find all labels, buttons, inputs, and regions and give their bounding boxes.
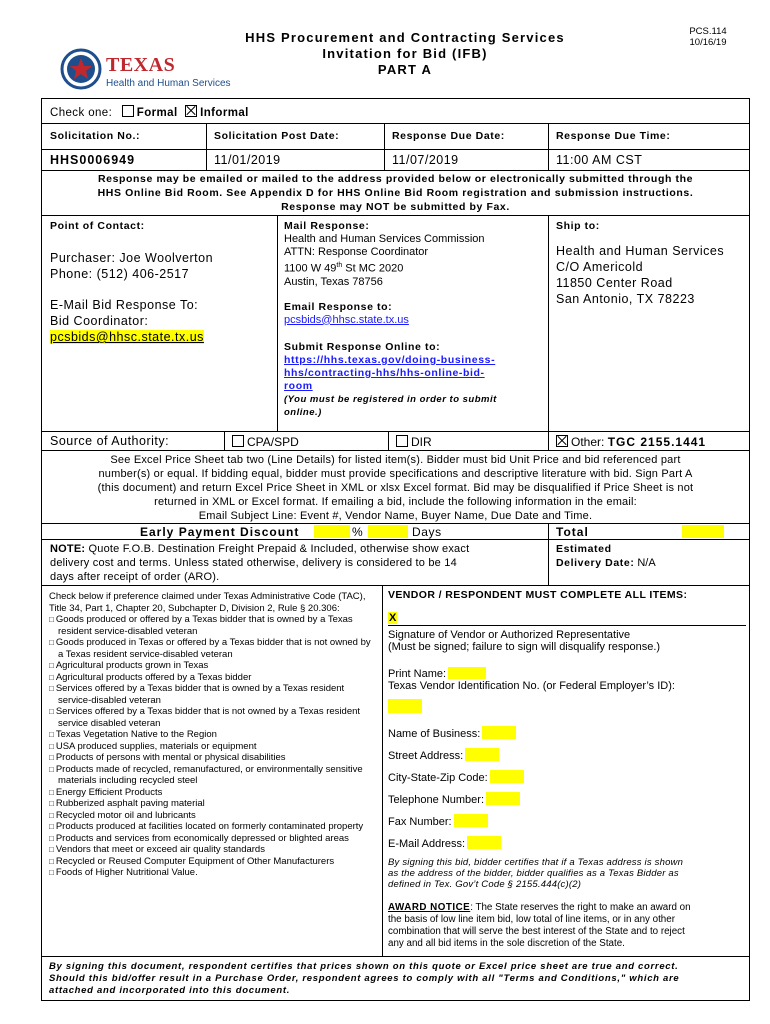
post-date-value: 11/01/2019	[214, 153, 281, 167]
preference-checkbox-item[interactable]: □ Services offered by a Texas bidder that is not owned by a Texas resident service disabled veteran	[49, 706, 377, 729]
due-date-value: 11/07/2019	[392, 153, 459, 167]
formal-label: Formal	[136, 107, 178, 119]
mail-response: Mail Response: Health and Human Services Commission ATTN: Response Coordinator 1100 W 49th St MC 2020 Austin, Texas 78756 Email Response to: pcsbids@hhsc.state.tx.us Submit Response Online to: https://hhs.texas.gov/doing-business- hhs/contracting-hhs/hhs-online-bid- room (You must be registered in order to submit online.)	[284, 220, 544, 419]
preference-checkbox-item[interactable]: □ Products produced at facilities located on formerly contaminated property	[49, 821, 377, 833]
solicitation-value-row	[42, 150, 749, 171]
telephone-field[interactable]	[486, 792, 520, 805]
solicitation-label-row	[42, 124, 749, 150]
note-row: NOTE: Quote F.O.B. Destination Freight Prepaid & Included, otherwise show exact delivery cost and terms. Unless stated otherwise, delivery is considered to be 14 days after receipt of order (ARO). Estimated Delivery Date: N/A	[42, 540, 749, 586]
dir-checkbox[interactable]	[396, 435, 408, 447]
solicitation-no-value: HHS0006949	[50, 153, 136, 167]
early-payment-row: Early Payment Discount % Days Total	[42, 524, 749, 540]
discount-days-field[interactable]	[368, 525, 408, 538]
form-number: PCS.114 10/16/19	[689, 26, 727, 48]
solicitation-no-label: Solicitation No.:	[50, 130, 141, 142]
certification-footer: By signing this document, respondent certifies that prices shown on this quote or Excel price sheet are true and correct. Should this bid/offer result in a Purchase Order, respondent agrees to comply with all "Terms and Conditions," which are attached and incorporated into this document.	[49, 961, 680, 996]
preference-checkbox-item[interactable]: □ Products and services from economically depressed or blighted areas	[49, 833, 377, 845]
other-checkbox[interactable]	[556, 435, 568, 447]
city-state-zip-field[interactable]	[490, 770, 524, 783]
source-of-authority-row	[42, 432, 749, 451]
texas-seal-icon	[60, 48, 102, 90]
check-one-row	[42, 99, 749, 124]
estimated-delivery-value: N/A	[637, 557, 656, 569]
preference-checkbox-item[interactable]: □ Goods produced in Texas or offered by a Texas bidder that is not owned by a Texas resident service-disabled veteran	[49, 637, 377, 660]
print-name-field[interactable]	[448, 667, 486, 679]
logo-subtitle: Health and Human Services	[106, 78, 231, 89]
preference-checkbox-item[interactable]: □ Energy Efficient Products	[49, 787, 377, 799]
formal-checkbox[interactable]	[122, 105, 134, 117]
due-time-label: Response Due Time:	[556, 130, 671, 142]
preference-checkbox-item[interactable]: □ Goods produced or offered by a Texas bidder that is owned by a Texas resident service-disabled veteran	[49, 614, 377, 637]
discount-percent-field[interactable]	[314, 525, 350, 538]
preference-checkbox-item[interactable]: □ Products of persons with mental or physical disabilities	[49, 752, 377, 764]
email-field[interactable]	[467, 836, 501, 849]
preference-checkbox-item[interactable]: □ Agricultural products grown in Texas	[49, 660, 377, 672]
other-label: Other:	[571, 435, 605, 449]
signature-field[interactable]: X	[389, 612, 397, 624]
check-one-label: Check one:	[50, 107, 113, 119]
preference-vendor-section	[42, 586, 749, 957]
preference-checkbox-item[interactable]: □ Services offered by a Texas bidder that is owned by a Texas resident service-disabled veteran	[49, 683, 377, 706]
purchaser-phone: Phone: (512) 406-2517	[50, 267, 190, 281]
total-label: Total	[556, 525, 589, 539]
preference-checkbox-item[interactable]: □ Texas Vegetation Native to the Region	[49, 729, 377, 741]
informal-label: Informal	[200, 107, 249, 119]
preference-list: Check below if preference claimed under Texas Administrative Code (TAC), Title 34, Part 1, Chapter 20, Subchapter D, Division 2, Rule § 20.306: □ Goods produced or offered by a Texas bidder that is owned by a Texas resident service-disabled veteran □ Goods produced in Texas or offered by a Texas bidder that is not owned by a Texas resident service-disabled veteran □ Agricultural products grown in Texas □ Agricultural products offered by a Texas bidder □ Services offered by a Texas bidder that is owned by a Texas resident service-disabled veteran □ Services offered by a Texas bidder that is not owned by a Texas resident service disabled veteran □ Texas Vegetation Native to the Region □ USA produced supplies, materials or equipment □ Products of persons with mental or physical disabilities □ Products made of recycled, remanufactured, or environmentally sensitive materials including recycled steel □ Energy Efficient Products □ Rubberized asphalt paving material □ Recycled motor oil and lubricants □ Products produced at facilities located on formerly contaminated property □ Products and services from economically depressed or blighted areas □ Vendors that meet or exceed air quality standards □ Recycled or Reused Computer Equipment of Other Manufacturers □ Foods of Higher Nutritional Value.	[49, 591, 377, 879]
preference-checkbox-item[interactable]: □ Recycled motor oil and lubricants	[49, 810, 377, 822]
source-authority-label: Source of Authority:	[50, 434, 170, 448]
tax-id-field[interactable]	[388, 699, 422, 713]
cpa-checkbox[interactable]	[232, 435, 244, 447]
post-date-label: Solicitation Post Date:	[214, 130, 340, 142]
logo-title: TEXAS	[106, 54, 176, 76]
preference-checkbox-item[interactable]: □ Vendors that meet or exceed air quality standards	[49, 844, 377, 856]
page-title: HHS Procurement and Contracting Services Invitation for Bid (IFB) PART A	[245, 30, 565, 77]
due-time-value: 11:00 AM CST	[556, 153, 643, 167]
preference-checkbox-item[interactable]: □ Products made of recycled, remanufactured, or environmentally sensitive materials including recycled steel	[49, 764, 377, 787]
preference-checkbox-item[interactable]: □ USA produced supplies, materials or equipment	[49, 741, 377, 753]
instructions: See Excel Price Sheet tab two (Line Details) for listed item(s). Bidder must bid Unit Price and bid referenced part number(s) or equal. If bidding equal, bidder must provide specifications and descriptive literature with bid. Sign Part A (this document) and return Excel Price Sheet in XML or xlsx Excel format. Bid may be disqualified if Price Sheet is not returned in XML or Excel format. If emailing a bid, include the following information in the email: Email Subject Line: Event #, Vendor Name, Buyer Name, Due Date and Time.	[42, 451, 749, 524]
due-date-label: Response Due Date:	[392, 130, 505, 142]
contact-section	[42, 216, 749, 432]
business-name-field[interactable]	[482, 726, 516, 739]
informal-checkbox[interactable]	[185, 105, 197, 117]
ship-to: Ship to: Health and Human Services C/O Americold 11850 Center Road San Antonio, TX 78223	[556, 220, 725, 306]
bid-coordinator-email-link[interactable]: pcsbids@hhsc.state.tx.us	[50, 330, 204, 344]
total-field[interactable]	[682, 525, 724, 538]
vendor-block: VENDOR / RESPONDENT MUST COMPLETE ALL ITEMS: X Signature of Vendor or Authorized Representative (Must be signed; failure to sign will disqualify response.) Print Name: Texas Vendor Identification No. (or Federal Employer’s ID): Name of Business: Street Address: City-State-Zip Code: Telephone Number: Fax Number: E-Mail Address: By signing this bid, bidder certifies that if a Texas address is shown as the address of the bidder, bidder qualifies as a Texas Bidder as defined in Tex. Gov’t Code § 2155.444(c)(2) AWARD NOTICE: The State reserves the right to make an award on the basis of low line item bid, low total of line items, or in any other combination that will serve the best interest of the State and to reject any and all bid items in the sole discretion of the State.	[388, 589, 746, 950]
point-of-contact: Point of Contact: Purchaser: Joe Woolverton Phone: (512) 406-2517 E-Mail Bid Response To: Bid Coordinator: pcsbids@hhsc.state.tx.us	[50, 220, 275, 345]
ifb-form	[41, 98, 750, 1001]
preference-checkbox-item[interactable]: □ Recycled or Reused Computer Equipment of Other Manufacturers	[49, 856, 377, 868]
mail-email-link[interactable]: pcsbids@hhsc.state.tx.us	[284, 313, 409, 326]
other-value: TGC 2155.1441	[607, 435, 707, 449]
preference-checkbox-item[interactable]: □ Agricultural products offered by a Texas bidder	[49, 672, 377, 684]
early-payment-label: Early Payment Discount	[140, 525, 300, 539]
fax-field[interactable]	[454, 814, 488, 827]
online-bid-room-link[interactable]: https://hhs.texas.gov/doing-business- hhs/contracting-hhs/hhs-online-bid- room	[284, 353, 496, 392]
response-notice: Response may be emailed or mailed to the address provided below or electronically submitted through the HHS Online Bid Room. See Appendix D for HHS Online Bid Room registration and submission instructions. Response may NOT be submitted by Fax.	[42, 171, 749, 216]
preference-checkbox-item[interactable]: □ Rubberized asphalt paving material	[49, 798, 377, 810]
street-address-field[interactable]	[465, 748, 499, 761]
cpa-label: CPA/SPD	[247, 435, 299, 449]
dir-label: DIR	[411, 435, 432, 449]
purchaser: Purchaser: Joe Woolverton	[50, 251, 214, 265]
preference-checkbox-item[interactable]: □ Foods of Higher Nutritional Value.	[49, 867, 377, 879]
